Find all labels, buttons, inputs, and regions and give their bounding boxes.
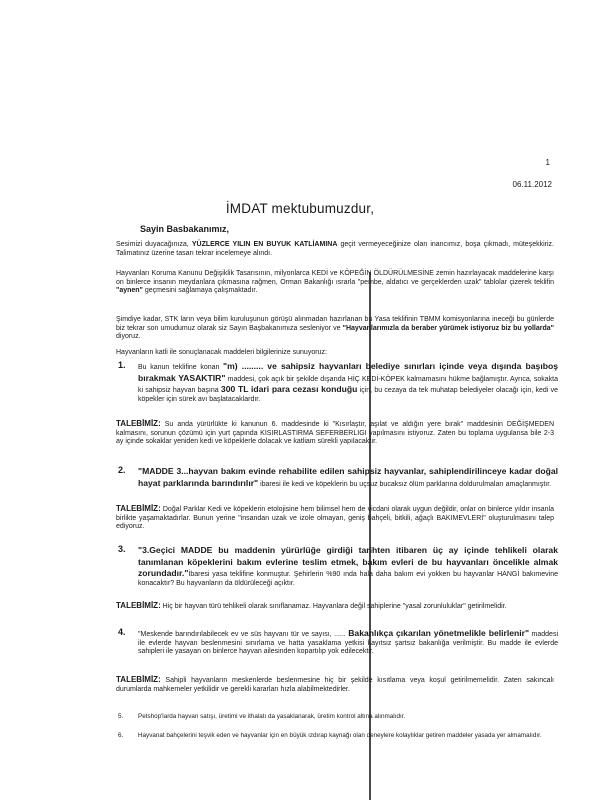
paragraph-tasari bbox=[116, 270, 554, 296]
text-run: Şimdiye kadar, STK ların veya bilim kuruluşunun görüşü alınmadan hazırlanan bu Yasa teklifinin TBMM komisyonlarına ineceği bu günlerde biz tekrar son umudumuz olarak siz Sayın Başbakanımıza sesleniyor ve bbox=[116, 316, 554, 332]
text-run: diyoruz. bbox=[116, 333, 141, 341]
paragraph-intro bbox=[116, 241, 554, 258]
text-run: Su anda yürürlükte ki kanunun 6. maddesinde ki "Kısırlaştır, aşılat ve aldığın yere bırak" maddesinin DEĞİŞMEDEN kalmasını, sorunun çözümü için yurt çapında KISIRLASTIRMA SEFERBERLIGI yapılmasını istiyoruz. Zaten bu toplama uygulansa bile 2-3 ay içinde sokaklar yeniden kedi ve köpeklerle dolacak ve katliam sürekli yapılacaktır. bbox=[116, 421, 554, 446]
text-run: maddesi, çok açık bir şekilde dışarıda HİÇ KEDİ-KÖPEK kalmamasını hükme bağlamıştır. Ayrıca, sokakta ki sahipsiz hayvan başına bbox=[138, 375, 559, 395]
text-run: için, bu cezaya da tek muhatap belediyeler olacağı için, kedi ve köpekler için sürek avı başlatacaklardır. bbox=[138, 387, 558, 403]
talep-1 bbox=[116, 420, 554, 447]
quoted-clause: "m) ......... ve sahipsiz hayvanları belediye sınırları içinde veya dışında başıboş bırakmak YASAKTIR" bbox=[138, 361, 558, 383]
paragraph-stk bbox=[116, 316, 554, 342]
quoted-clause: Bakanlıkça çıkarılan yönetmelikle belirlenir" bbox=[348, 628, 530, 638]
text-run: "Meskende barındırılabilecek ev ve süs hayvanı tür ve sayısı, ...... bbox=[138, 631, 349, 638]
item-number: 4. bbox=[118, 627, 126, 637]
talep-label: TALEBİMİZ: bbox=[116, 419, 161, 428]
text-run: Sahipli hayvanların meskenlerde beslenmesine hiç bir şekilde kısıtlama veya koşul getirilmemelidir. Zaten sakıncalı durumlarda mahkemeler yetkilidir ve gerekli kararları hızla alabilmektedirler. bbox=[116, 677, 554, 693]
text-run: ibaresi ile kedi ve köpeklerin bu uçsuz bucaksız ölüm parklarına doldurulmaları amaçlanmıştır. bbox=[258, 480, 552, 488]
list-item-6 bbox=[118, 732, 558, 740]
list-item-4 bbox=[118, 628, 558, 657]
talep-label: TALEBİMİZ: bbox=[116, 601, 161, 610]
text-run: Doğal Parklar Kedi ve köpeklerin etolojisine hem bilimsel hem de vicdani olarak uygun değildir, onlar on binlerce yıldır insanla birlikte yaşamaktadırlar. Bunun yerine "insandan uzak ve izole olmayan, geniş bahçeli, bitkili, ağaçlı BAKIMEVLERİ" oluşturulmasını talep ediyoruz. bbox=[116, 506, 554, 531]
items-intro: Hayvanların katli ile sonuçlanacak maddeleri bilgilerinize sunuyoruz: bbox=[116, 349, 327, 356]
text-run: İbaresi yasa teklifine konmuştur. Şehirlerin %90 ında hala daha bakım evi yokken bu hayvanlar HANGİ bakımevine konacaktır? Bu hayvanların da öldürüleceği açıktır. bbox=[138, 571, 558, 587]
text-run: geçit vermeyeceğinize olan inancımız, boşa çıkmadı, müteşekkiriz. Talimatınız üzerine tasarı tekrar incelemeye alındı. bbox=[116, 241, 554, 257]
page-number: 1 bbox=[545, 158, 550, 167]
quoted-clause: "MADDE 3...hayvan bakım evinde rehabilite edilen sahipsiz hayvanlar, sahiplendirilinceye kadar doğal hayat parklarında barındırılır" bbox=[138, 466, 558, 488]
item-number: 5. bbox=[118, 713, 124, 720]
letter-title: İMDAT mektubumuzdur, bbox=[225, 201, 375, 216]
item-number: 3. bbox=[118, 544, 126, 554]
list-item-5 bbox=[118, 713, 558, 721]
talep-4 bbox=[116, 676, 554, 694]
text-run: geçmesini sağlamaya çalışmaktadır. bbox=[142, 287, 258, 295]
text-run: maddesi ile evlerde hayvan beslenmesini sınırlama ve hatta yasaklama yetkisi kayıtsız şartsız bakanlığa verilmiştir. Bu madde ile evlerde sahipleri ile yasayan on binlerce hayvan ailesinden kopartılıp yok edilecektir. bbox=[138, 631, 558, 656]
item-number: 2. bbox=[118, 465, 126, 475]
list-item-1 bbox=[118, 361, 558, 404]
emphasis-text: YÜZLERCE YILIN EN BUYUK KATLİAMINA bbox=[191, 241, 338, 248]
text-run: Bu kanun teklifine konan bbox=[138, 364, 224, 371]
text-run: Sesimizi duyacağınıza, bbox=[116, 241, 192, 248]
emphasis-text: "aynen" bbox=[116, 287, 143, 295]
item-number: 6. bbox=[118, 732, 124, 739]
talep-label: TALEBİMİZ: bbox=[116, 675, 161, 684]
talep-label: TALEBİMİZ: bbox=[116, 504, 161, 513]
item-number: 1. bbox=[118, 360, 126, 370]
list-item-2 bbox=[118, 466, 558, 489]
fine-amount: 300 TL idari para cezası konduğu bbox=[220, 384, 358, 395]
letter-date: 06.11.2012 bbox=[512, 180, 552, 189]
text-run: Hayvanları Koruma Kanunu Değişiklik Tasarısının, milyonlarca KEDİ ve KÖPEĞİN ÖLDÜRÜLMESİNE zemin hazırlayacak maddelerine karşı on binlerce insanın meydanlara çıkmasına rağmen, Orman Bakanlığı ısrarla "pembe, aldatıcı ve gerçeklerden uzak" tablolar çizerek teklifin bbox=[116, 270, 554, 286]
item-text: Hayvanat bahçelerini teşvik eden ve hayvanlar için en büyük ızdırap kaynağı olan deneylere kolaylıklar getiren maddeler yasada yer almamalıdır. bbox=[138, 732, 542, 739]
list-item-3 bbox=[118, 545, 558, 588]
talep-2 bbox=[116, 505, 554, 532]
emphasis-text: "Hayvanlarımızla da beraber yürümek istiyoruz biz bu yollarda" bbox=[342, 324, 554, 332]
salutation: Sayin Basbakanımız, bbox=[140, 224, 230, 234]
talep-3 bbox=[116, 602, 554, 612]
quoted-clause: "3.Geçici MADDE bu maddenin yürürlüğe girdiği tarihten itibaren üç ay içinde tehlikeli olarak tanımlanan köpeklerini bakım evlerine teslim etmek, bakım evleri de bu hayvanları öncelikle almak zorundadır." bbox=[138, 545, 558, 579]
item-text: Petshop'larda hayvan satışı, üretimi ve ithalatı da yasaklanarak, üretim kontrol altına alınmalıdır. bbox=[138, 713, 406, 720]
text-run: Hiç bir hayvan türü tehlikeli olarak sınıflanamaz. Hayvanlara değil sahiplerine "yasal zorunluluklar" getirilmelidir. bbox=[160, 603, 507, 610]
